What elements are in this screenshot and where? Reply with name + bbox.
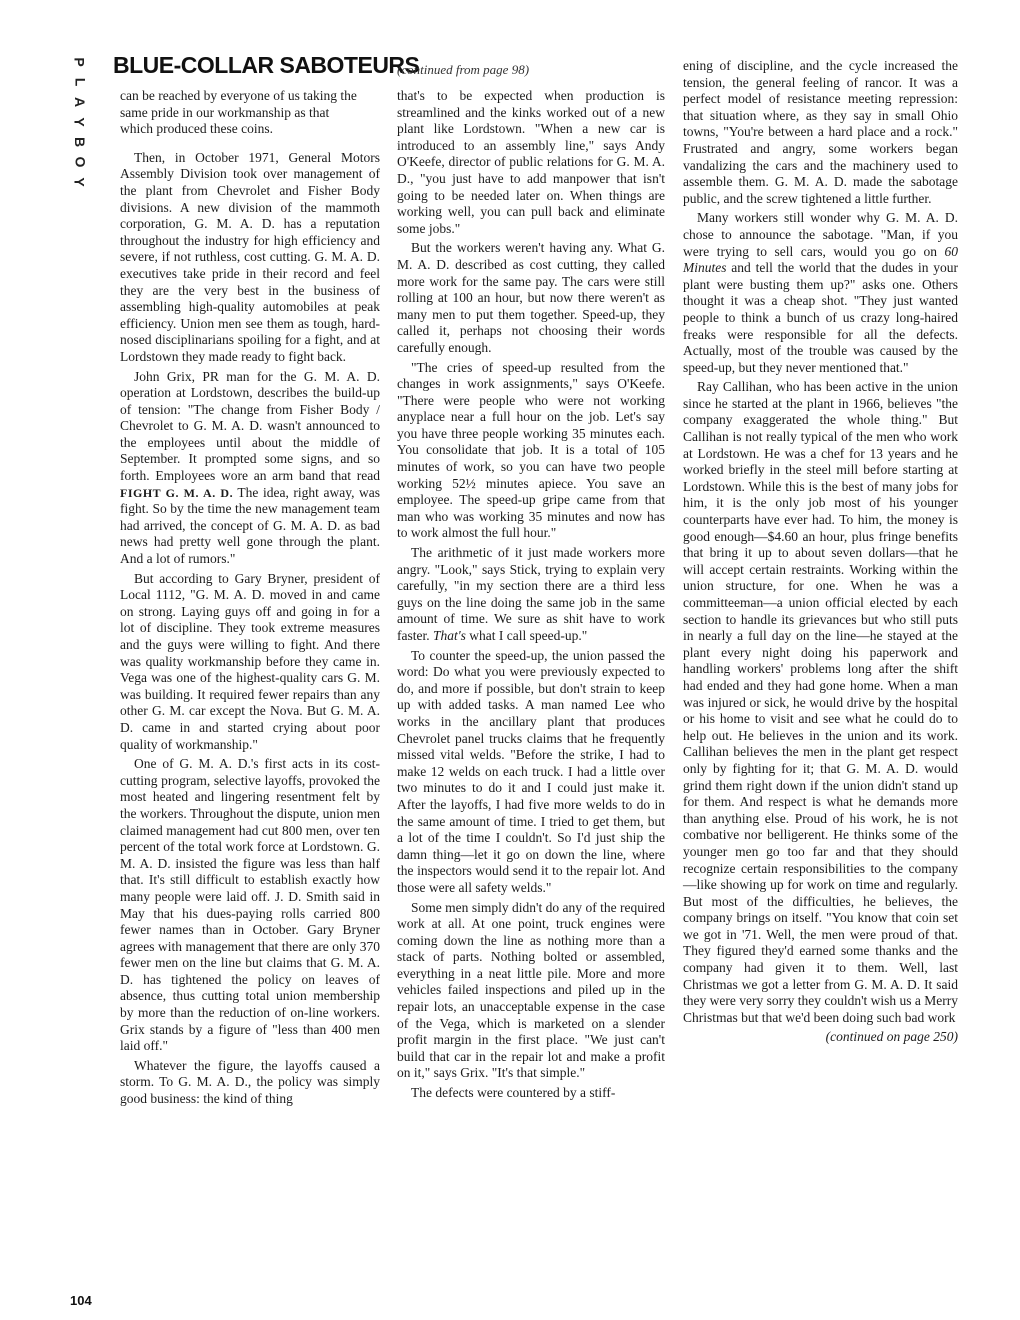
brand-letter: Y — [72, 177, 88, 187]
paragraph: But according to Gary Bryner, president of Local 1112, "G. M. A. D. moved in and came on strong. Laying guys off and going in for a lot of discipline. They took extreme measures and the guys were willing to fight. And there was quality workmanship before they came in. Vega was one of the highest-quality cars G. M. was building. It required fewer repairs than any other G. M. car except the Nova. But G. M. A. D. came in and started crying about poor quality of workmanship." — [120, 570, 380, 752]
text-column-1 — [120, 88, 380, 1111]
paragraph: "The cries of speed-up resulted from the changes in work assignments," says O'Keefe. "There were people who were not working anyplace near a full hour on the job. Let's say you have three people working 35 minutes each. You consolidate that job. It is a total of 105 minutes of work, so you can have two people working 52½ minutes apiece. You save an employee. The speed-up gripe came from that man who was working 35 minutes and now has to work almost the full hour." — [397, 359, 665, 541]
brand-letter: P — [72, 57, 88, 67]
paragraph: Ray Callihan, who has been active in the union since he started at the plant in 1966, believes "the company exaggerated the whole thing." But Callihan is not really typical of the men who work at Lordstown. He was a chef for 13 years and he worked briefly in the steel mill before starting at Lordstown. While this is the best of many jobs for him, it is the only job most of his younger counterparts have ever had. To him, the money is good enough—$4.60 an hour, plus fringe benefits that bring it up to about seven dollars—that he will accept certain restraints. Working within the union structure, for one. When he was a committeeman—a union official elected by each section to handle its grievances but who still puts in nearly a full day on the line—he stayed at the plant every night doing his paperwork and handling workers' problems long after the shift had ended and they had gone home. When a man was injured or sick, he would drive by the hospital or his home to visit and see what he could do to help out. He believes in the union and its work. Callihan believes the men in the plant get respect only by fighting for it; that G. M. A. D. would grind them right down if the union didn't stand up for them. And respect is what he demands more than anything else. Proud of his work, he is not combative nor belligerent. He thinks some of the younger men go too far and that they should recognize certain responsibilities to the company—like showing up for work on time and regularly. But most of the difficulties, he believes, the company brings on itself. "You know that coin set we got in '71. Well, the men were proud of that. They figured they'd earned some thanks and the company had given it to them. Well, last Christmas we got a letter from G. M. A. D. It said they were very sorry they couldn't wish us a Merry Christmas but that we'd been doing such bad work — [683, 379, 958, 1025]
continued-on-note: (continued on page 250) — [825, 1029, 958, 1045]
brand-letter: L — [72, 77, 88, 87]
paragraph: Then, in October 1971, General Motors Assembly Division took over management of the plant from Chevrolet and Fisher Body divisions. A new division of the mammoth corporation, G. M. A. D. has a reputation throughout the industry for high efficiency and severe, if not ruthless, cost cutting. G. M. A. D. executives take pride in their record and feel they are the very best in the business of assembling high-quality automobiles at peak efficiency. Union men see them as tough, hard-nosed disciplinarians spoiling for a fight, and at Lordstown they made ready to fight back. — [120, 149, 380, 364]
magazine-name-vertical — [66, 52, 94, 192]
paragraph: ening of discipline, and the cycle increased the tension, the general feeling of rancor. It was a perfect model of resistance meeting repression: that situation where, as they say in small Ohio towns, "You're between a hard place and a rock." Frustrated and angry, some workers began vandalizing the cars and the machinery used to assemble them. G. M. A. D. made the sabotage public, and the screw tightened a little further. — [683, 58, 958, 206]
text-run: what I call speed-up." — [465, 628, 588, 643]
paragraph: Some men simply didn't do any of the required work at all. At one point, truck engines were coming down the line as nothing more than a stack of parts. Nothing bolted or assembled, everything in a neat little pile. More and more vehicles failed inspections and piled up in the repair lots, an unacceptable expense in the case of the Vega, which is marketed on a slender profit margin in the first place. "We just can't build that car in the repair lot and make a profit on it," says Grix. "It's that simple." — [397, 899, 665, 1081]
brand-letter: Y — [72, 117, 88, 127]
text-run: Many workers still wonder why G. M. A. D. chose to announce the sabotage. "Man, if you were trying to sell cars, would you go on — [683, 210, 958, 259]
brand-letter: O — [71, 156, 88, 168]
brand-letter: A — [72, 96, 88, 108]
continued-from-note: (continued from page 98) — [397, 62, 530, 77]
article-title: BLUE-COLLAR SABOTEURS — [113, 52, 420, 78]
paragraph: To counter the speed-up, the union passed the word: Do what you were previously expected to do, and more if possible, but don't strain to keep up with added tasks. A man named Lee who works in the ancillary plant that produces Chevrolet panel trucks claims that he frequently missed vital welds. "Before the strike, I had to make 12 welds on each truck. I had a little over two minutes to do it and I could just make it. After the layoffs, I had five more welds to do in the same amount of time. I tried to get them, but a lot of the time I couldn't. So I'd just ship the damn thing—let it go on down the line, where the inspectors would send it to the repair lot. And those were all safety welds." — [397, 647, 665, 895]
paragraph: can be reached by everyone of us taking the same pride in our workmanship as that which produced these coins. — [120, 88, 357, 137]
paragraph — [397, 545, 665, 645]
paragraph: One of G. M. A. D.'s first acts in its cost-cutting program, selective layoffs, provoked the most heated and lingering resentment felt by the workers. Throughout the dispute, union men claimed management had cut 800 men, over ten percent of the total work force at Lordstown. G. M. A. D. insisted the figure was less than half that. It's still difficult to establish exactly how many people were laid off. J. D. Smith said in May that his dues-paying rolls carried 800 fewer names than in October. Gary Bryner agrees with management that there are only 370 fewer men on the line but claims that G. M. A. D. has tightened the policy on leaves of absence, thus cutting total union membership by more than the reduction of on-line workers. Grix stands by a figure of "less than 400 men laid off." — [120, 756, 380, 1054]
text-column-3 — [683, 58, 958, 1049]
arm-band-text: FIGHT G. M. A. D. — [120, 485, 234, 500]
emphasis: That's — [433, 628, 466, 643]
text-run: John Grix, PR man for the G. M. A. D. operation at Lordstown, describes the build-up of tension: "The change from Fisher Body / Chevrolet to G. M. A. D. wasn't announced to the employees until about the middle of September. It prompted some signs, and so forth. Employees wore an arm band that read — [120, 368, 380, 484]
paragraph — [683, 210, 958, 376]
page-number: 104 — [70, 1293, 92, 1308]
tv-show-title: 60 Minutes — [683, 243, 958, 276]
text-run: The idea, right away, was fight. So by the time the new management team had arrived, the concept of G. M. A. D. as bad news had pretty well gone through the plant. And a lot of rumors." — [120, 484, 381, 567]
text-run: The arithmetic of it just made workers more angry. "Look," says Stick, trying to explain very carefully, "in my section there are a third less guys on the line doing the same job in the same amount of time. We sure as shit have to work faster. — [397, 545, 665, 643]
text-run: and tell the world that the dudes in your plant were busting them up?" asks one. Others thought it was a cheap shot. "They just wanted people to think a bunch of us crazy long-haired freaks were responsible for all the defects. Actually, most of the trouble was caused by the speed-up, but they never mentioned that." — [683, 260, 958, 375]
paragraph: that's to be expected when production is streamlined and the kinks worked out of a new plant like Lordstown. "When a new car is introduced to an assembly line," says Andy O'Keefe, director of public relations for G. M. A. D., "you just have to add manpower that isn't going to be needed later on. When things are working well, you can pull back and eliminate some jobs." — [397, 88, 665, 236]
paragraph: But the workers weren't having any. What G. M. A. D. described as cost cutting, they called more work for the same pay. The cars were still rolling at 100 an hour, but now there weren't as many men to put them together. Speed-up, they called it, perhaps not choosing their words carefully enough. — [397, 240, 665, 355]
paragraph — [120, 369, 380, 568]
paragraph: Whatever the figure, the layoffs caused a storm. To G. M. A. D., the policy was simply good business: the kind of thing — [120, 1057, 380, 1107]
paragraph: The defects were countered by a stiff- — [411, 1085, 616, 1101]
text-column-2 — [397, 88, 665, 1105]
brand-letter: B — [72, 136, 88, 148]
